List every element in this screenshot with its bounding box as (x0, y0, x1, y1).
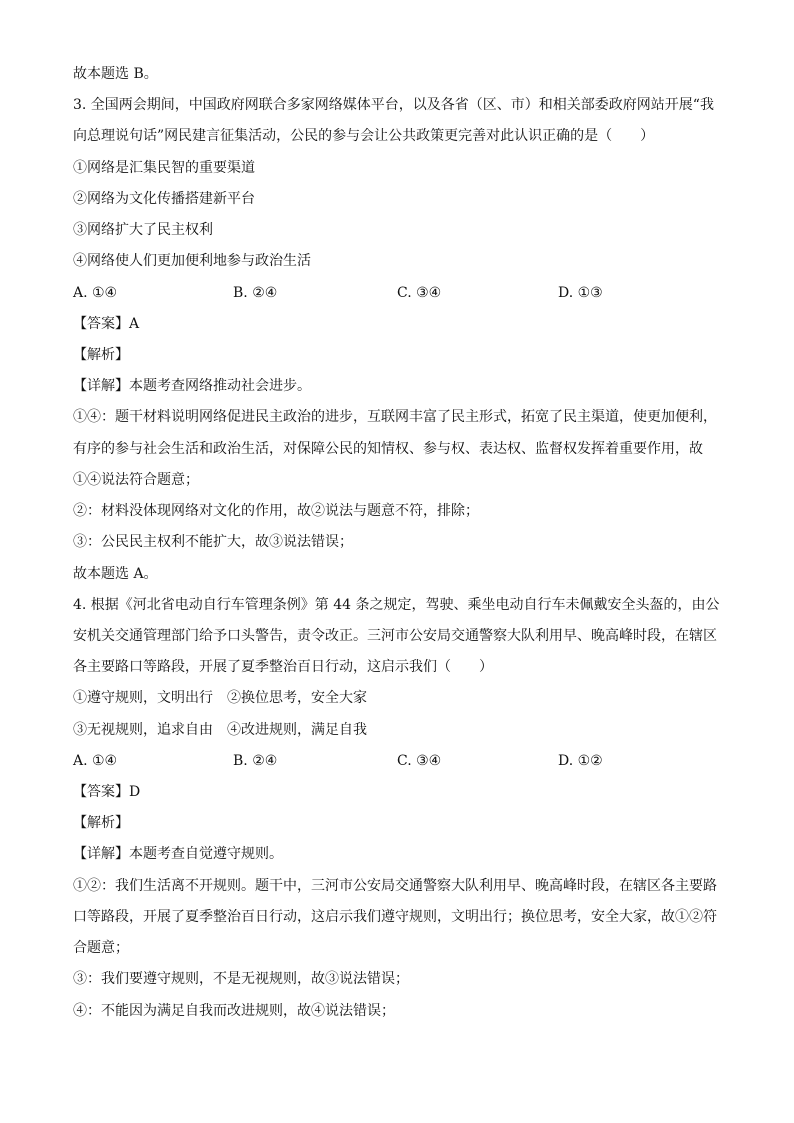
q3-detail-line: ①④说法符合题意； (73, 471, 199, 488)
q4-options (73, 746, 733, 777)
q4-detail-line: ④：不能因为满足自我而改进规则，故④说法错误； (73, 1002, 395, 1019)
q4-option-a: A. ①④ (73, 752, 118, 769)
q4-detail-line: 合题意； (73, 940, 129, 957)
q3-answer: 【答案】A (73, 315, 140, 332)
q3-detail-line: 有序的参与社会生活和政治生活，对保障公民的知情权、参与权、表达权、监督权发挥着重要作用，故 (73, 440, 703, 457)
q3-statement-3: ③网络扩大了民主权利 (73, 222, 213, 239)
q3-detail-line: ①④：题干材料说明网络促进民主政治的进步，互联网丰富了民主形式，拓宽了民主渠道，使更加便利， (73, 409, 717, 426)
q3-option-a: A. ①④ (73, 284, 118, 301)
q4-detail-line: ①②：我们生活离不开规则。题干中，三河市公安局交通警察大队利用早、晚高峰时段，在辖区各主要路 (73, 877, 717, 894)
q4-option-c: C. ③④ (397, 752, 442, 769)
q4-statements-line: ①遵守规则，文明出行 ②换位思考，安全大家 (73, 690, 367, 707)
q4-option-b: B. ②④ (233, 752, 278, 769)
q4-detail-line: 口等路段，开展了夏季整治百日行动，这启示我们遵守规则，文明出行；换位思考，安全大家，故①②符 (73, 908, 717, 925)
q3-statement-4: ④网络使人们更加便利地参与政治生活 (73, 253, 311, 270)
q3-statement-2: ②网络为文化传播搭建新平台 (73, 190, 255, 207)
q4-option-d: D. ①② (558, 752, 603, 769)
question-4 (73, 590, 733, 1027)
prev-conclusion: 故本题选 B。 (73, 66, 158, 82)
q4-stem-line: 安机关交通管理部门给予口头警告，责令改正。三河市公安局交通警察大队利用早、晚高峰时段，在辖区 (73, 627, 717, 644)
q4-detail-line: 【详解】本题考查自觉遵守规则。 (73, 846, 283, 863)
q3-stem-line: 3. 全国两会期间，中国政府网联合多家网络媒体平台，以及各省（区、市）和相关部委政府网站开展“我 (73, 97, 714, 114)
q4-analysis-label: 【解析】 (73, 815, 129, 832)
q3-option-c: C. ③④ (397, 284, 442, 301)
q3-stem-line: 向总理说句话”网民建言征集活动，公民的参与会让公共政策更完善对此认识正确的是（ ） (73, 128, 655, 145)
q3-conclusion: 故本题选 A。 (73, 565, 158, 582)
q3-statement-1: ①网络是汇集民智的重要渠道 (73, 159, 255, 176)
q4-stem-line: 各主要路口等路段，开展了夏季整治百日行动，这启示我们（ ） (73, 659, 493, 676)
q3-analysis-label: 【解析】 (73, 346, 129, 363)
q3-option-d: D. ①③ (558, 284, 603, 301)
q3-detail-line: ②：材料没体现网络对文化的作用，故②说法与题意不符，排除； (73, 503, 479, 520)
q4-stem-line: 4. 根据《河北省电动自行车管理条例》第 44 条之规定，驾驶、乘坐电动自行车未佩戴安全头盔的，由公 (73, 596, 720, 613)
q3-option-b: B. ②④ (233, 284, 278, 301)
question-3 (73, 90, 733, 590)
q4-answer: 【答案】D (73, 784, 141, 801)
document-page (73, 59, 733, 1027)
q3-detail-line: ③：公民民主权利不能扩大，故③说法错误； (73, 534, 353, 551)
q4-statements-line: ③无视规则，追求自由 ④改进规则，满足自我 (73, 721, 367, 738)
q3-detail-line: 【详解】本题考查网络推动社会进步。 (73, 378, 311, 395)
q3-options (73, 278, 733, 309)
q4-detail-line: ③：我们要遵守规则，不是无视规则，故③说法错误； (73, 971, 409, 988)
